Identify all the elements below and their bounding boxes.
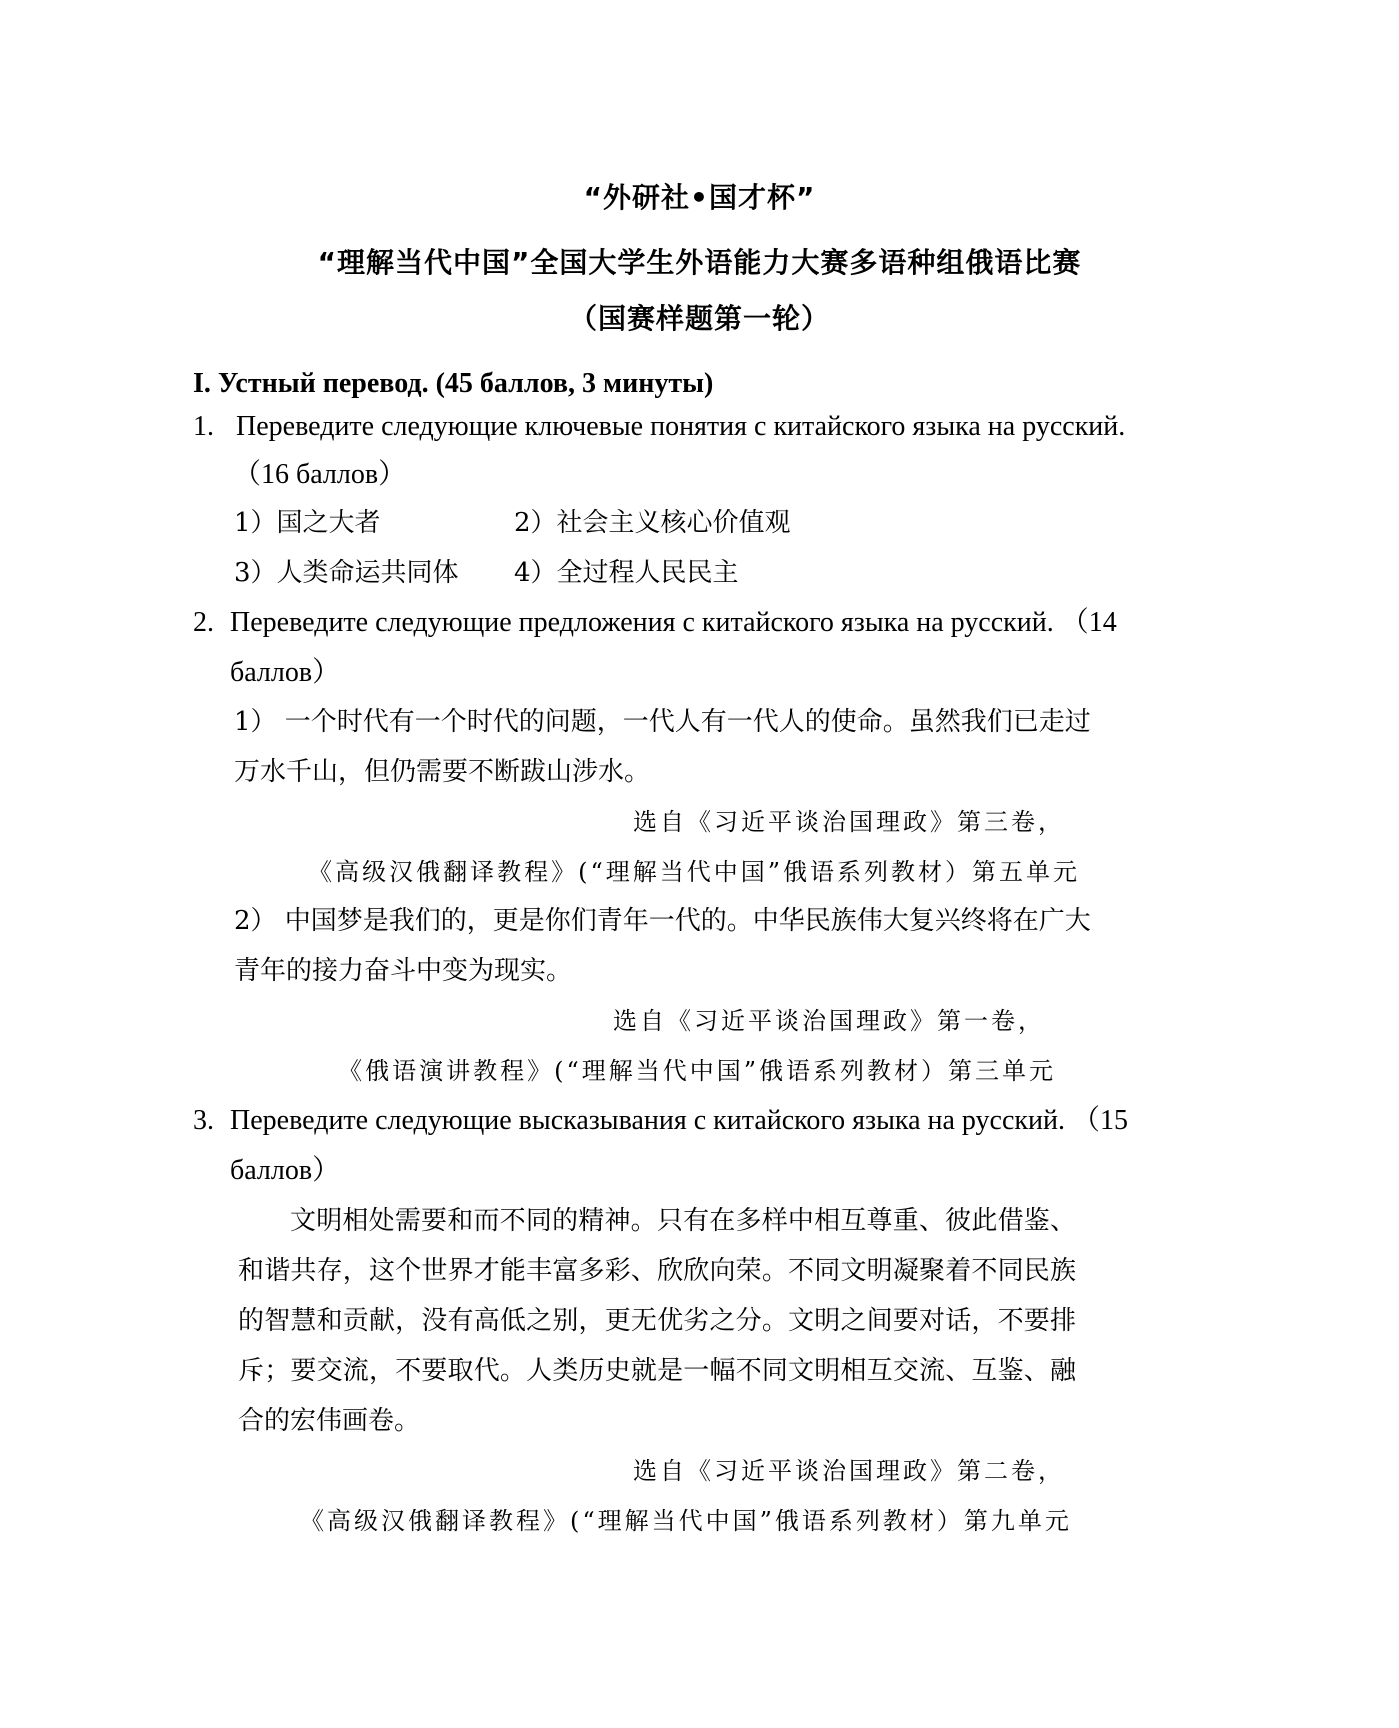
task1-points: （16 баллов） (233, 459, 407, 490)
task3-passage-line-2: 和谐共存，这个世界才能丰富多彩、欣欣向荣。不同文明凝聚着不同民族 (238, 1256, 1076, 1286)
task2-sentence2-source1: 选自《习近平谈治国理政》第一卷， (613, 1007, 1045, 1035)
task2-sentence1-line2: 万水千山，但仍需要不断跋山涉水。 (234, 757, 651, 787)
task3-passage-line-5: 合的宏伟画卷。 (238, 1406, 421, 1436)
task3-passage-line-3: 的智慧和贡献，没有高低之别，更无优劣之分。文明之间要对话，不要排 (238, 1306, 1076, 1336)
task2-sentence2-source2: 《俄语演讲教程》(“理解当代中国”俄语系列教材）第三单元 (338, 1057, 1056, 1085)
title-sponsor: “外研社•国才杯” (583, 181, 816, 214)
task2-points: баллов） (230, 657, 341, 688)
task2-instruction: Переведите следующие предложения с китайского языка на русский. （14 (230, 607, 1117, 638)
task3-points: баллов） (230, 1155, 341, 1186)
task2-sentence1-source2: 《高级汉俄翻译教程》(“理解当代中国”俄语系列教材）第五单元 (308, 858, 1080, 886)
task2-number: 2. (193, 607, 214, 638)
task2-sentence1-source1: 选自《习近平谈治国理政》第三卷， (633, 808, 1065, 836)
task3-passage-line-4: 斥；要交流，不要取代。人类历史就是一幅不同文明相互交流、互鉴、融 (238, 1356, 1076, 1386)
task3-number: 3. (193, 1105, 214, 1136)
section-heading: I. Устный перевод. (45 баллов, 3 минуты) (193, 368, 714, 399)
task2-sentence2-line1: 2） 中国梦是我们的，更是你们青年一代的。中华民族伟大复兴终将在广大 (234, 906, 1091, 936)
task3-instruction: Переведите следующие высказывания с китайского языка на русский. （15 (230, 1105, 1128, 1136)
title-competition: “理解当代中国”全国大学生外语能力大赛多语种组俄语比赛 (317, 246, 1082, 279)
task2-sentence1-line1: 1） 一个时代有一个时代的问题，一代人有一代人的使命。虽然我们已走过 (234, 707, 1091, 737)
task1-number: 1. (193, 411, 214, 442)
task1-item-3: 3）人类命运共同体 (234, 558, 459, 588)
task3-source2: 《高级汉俄翻译教程》(“理解当代中国”俄语系列教材）第九单元 (300, 1507, 1072, 1535)
title-round: （国赛样题第一轮） (568, 302, 830, 335)
task1-instruction: Переведите следующие ключевые понятия с китайского языка на русский. (236, 411, 1126, 442)
task3-source1: 选自《习近平谈治国理政》第二卷， (633, 1457, 1065, 1485)
task3-passage-line-1: 文明相处需要和而不同的精神。只有在多样中相互尊重、彼此借鉴、 (290, 1206, 1076, 1236)
task2-sentence2-line2: 青年的接力奋斗中变为现实。 (234, 956, 573, 986)
task1-item-2: 2）社会主义核心价值观 (514, 508, 791, 538)
task1-item-1: 1）国之大者 (234, 508, 381, 538)
task1-item-4: 4）全过程人民民主 (514, 558, 739, 588)
